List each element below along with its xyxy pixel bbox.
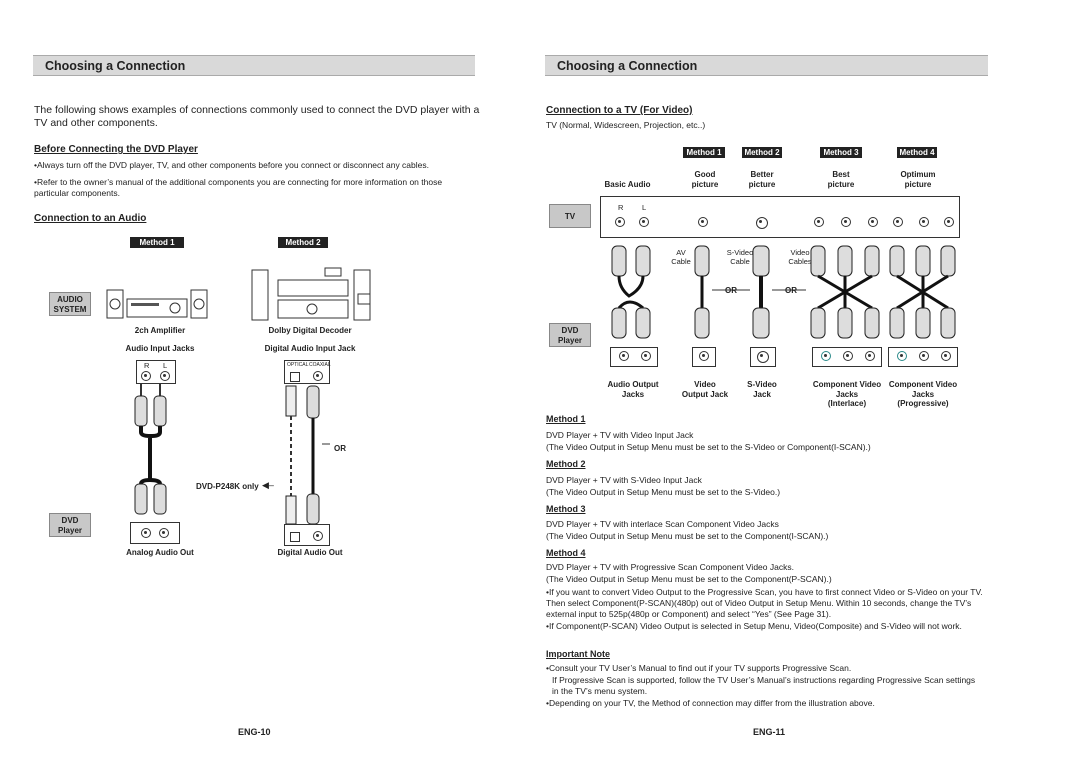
tv-subtitle: TV (Normal, Widescreen, Projection, etc..) (546, 120, 706, 130)
dvd-p248k-only-label: DVD-P248K only (196, 482, 259, 491)
good-picture-label: Good picture (691, 170, 719, 189)
left-page-header: Choosing a Connection (33, 55, 475, 76)
before-connecting-heading: Before Connecting the DVD Player (34, 144, 198, 155)
tv-audio-jack-l (639, 217, 649, 227)
method-3-line-1: DVD Player + TV with interlace Scan Component Video Jacks (546, 519, 779, 529)
audio-output-jacks-label: Audio Output Jacks (607, 380, 659, 399)
tv-method-2-badge: Method 2 (742, 147, 782, 158)
jack-r-label: R (144, 361, 150, 370)
method-1-badge: Method 1 (130, 237, 184, 248)
method-1-title: Method 1 (546, 414, 586, 424)
audio-connection-heading: Connection to an Audio (34, 213, 147, 224)
method-2-badge: Method 2 (278, 237, 328, 248)
audio-system-box: AUDIO SYSTEM (49, 292, 91, 316)
basic-audio-label: Basic Audio (604, 180, 651, 189)
tv-method-3-badge: Method 3 (820, 147, 862, 158)
digital-audio-input-label: Digital Audio Input Jack (264, 344, 356, 353)
optical-output-jack (290, 532, 300, 542)
tv-method-1-badge: Method 1 (683, 147, 725, 158)
method-2-line-1: DVD Player + TV with S-Video Input Jack (546, 475, 702, 485)
jack-l-label: L (163, 361, 168, 370)
method-4-bullet-1: •If you want to convert Video Output to the Progressive Scan, you have to first connect Video or S-Video on your TV. Then select Component(P-SCAN)(480p) out of Video Output in Setup Menu. Within 10 seconds, change the TV’s external input to 525p(480p or Component) and select “Yes” (See Page 31). (546, 587, 983, 619)
dvd-digital-out-panel (284, 524, 330, 546)
coaxial-input-jack (313, 371, 323, 381)
tv-comp-y-jack-3 (868, 217, 878, 227)
dvd-svideo-output-panel (750, 347, 776, 367)
method-3-line-2: (The Video Output in Setup Menu must be set to the Component(I-SCAN).) (546, 531, 829, 541)
or-label-2: OR (785, 286, 797, 295)
decoder-input-panel (284, 360, 330, 384)
right-page-number: ENG-11 (753, 727, 786, 737)
dvd-video-output-panel (692, 347, 716, 367)
svideo-jack-label: S-Video Jack (747, 380, 777, 399)
method-4-line-1: DVD Player + TV with Progressive Scan Component Video Jacks. (546, 562, 794, 572)
tv-jack-r-label: R (618, 203, 624, 212)
tv-jack-l-label: L (642, 203, 647, 212)
component-interlace-label: Component Video Jacks (812, 380, 882, 399)
tv-comp-pr-jack-3 (814, 217, 824, 227)
intro-text: The following shows examples of connections commonly used to connect the DVD player with a TV and other components. (34, 104, 480, 129)
method-1-line-2: (The Video Output in Setup Menu must be set to the S-Video or Component(I-SCAN).) (546, 442, 871, 452)
method-4-line-2: (The Video Output in Setup Menu must be set to the Component(P-SCAN).) (546, 574, 832, 584)
dvd-player-box-right: DVD Player (549, 323, 591, 347)
audio-input-jack-l (160, 371, 170, 381)
analog-out-jack-r (141, 528, 151, 538)
audio-input-jack-r (141, 371, 151, 381)
decoder-illustration (250, 266, 375, 324)
tv-comp-pb-jack-4 (919, 217, 929, 227)
comp-prog-jack-1 (897, 351, 907, 361)
tv-video-jack (698, 217, 708, 227)
comp-prog-jack-2 (919, 351, 929, 361)
audio-input-jacks-label: Audio Input Jacks (125, 344, 195, 353)
comp-prog-jack-3 (941, 351, 951, 361)
amplifier-label: 2ch Amplifier (134, 326, 186, 335)
method-4-bullet-2: •If Component(P-SCAN) Video Output is selected in Setup Menu, Video(Composite) and S-Video will not work. (546, 621, 962, 631)
dvd-component-interlace-panel (812, 347, 882, 367)
tv-connection-heading: Connection to a TV (For Video) (546, 105, 693, 116)
digital-audio-cable (282, 384, 342, 529)
tv-method-4-badge: Method 4 (897, 147, 937, 158)
tv-comp-y-jack-4 (944, 217, 954, 227)
digital-audio-out-label: Digital Audio Out (277, 548, 343, 557)
note-bullet-2: If Progressive Scan is supported, follow the TV User’s Manual’s instructions regarding Progressive Scan settings in the TV’s menu system. (552, 675, 976, 696)
method-1-line-1: DVD Player + TV with Video Input Jack (546, 430, 694, 440)
important-note-title: Important Note (546, 649, 610, 659)
dvd-svideo-out-jack (757, 351, 769, 363)
analog-out-jack-l (159, 528, 169, 538)
dvd-audio-out-l (641, 351, 651, 361)
note-bullet-1: •Consult your TV User’s Manual to find out if your TV supports Progressive Scan. (546, 663, 852, 673)
video-output-jack-label: Video Output Jack (681, 380, 729, 399)
before-bullet-2: •Refer to the owner’s manual of the additional components you are connecting for more information on those particular components. (34, 177, 443, 198)
tv-comp-pr-jack-4 (893, 217, 903, 227)
arrow-left-icon: ◀– (262, 480, 274, 490)
method-2-line-2: (The Video Output in Setup Menu must be set to the S-Video.) (546, 487, 781, 497)
component-progressive-sub: (Progressive) (897, 399, 949, 408)
coaxial-output-jack (313, 531, 323, 541)
before-bullet-1: •Always turn off the DVD player, TV, and other components before you connect or disconnect any cables. (34, 160, 429, 170)
video-cables-illustration (600, 238, 960, 346)
dvd-component-progressive-panel (888, 347, 958, 367)
comp-out-jack-1 (821, 351, 831, 361)
tv-input-panel (600, 196, 960, 238)
comp-out-jack-3 (865, 351, 875, 361)
tv-box: TV (549, 204, 591, 228)
svideo-cable-label: S-Video Cable (726, 248, 754, 266)
optical-input-jack (290, 372, 300, 382)
analog-audio-cable (130, 384, 185, 524)
right-page-header: Choosing a Connection (545, 55, 988, 76)
method-4-title: Method 4 (546, 548, 586, 558)
analog-audio-out-label: Analog Audio Out (126, 548, 194, 557)
optical-label: OPTICAL (287, 362, 309, 368)
left-page-number: ENG-10 (238, 727, 271, 737)
dvd-analog-out-panel (130, 522, 180, 544)
tv-svideo-jack (756, 217, 768, 229)
dvd-audio-output-panel (610, 347, 658, 367)
best-picture-label: Best picture (827, 170, 855, 189)
dvd-video-out-jack (699, 351, 709, 361)
component-progressive-label: Component Video Jacks (888, 380, 958, 399)
note-bullet-3: •Depending on your TV, the Method of connection may differ from the illustration above. (546, 698, 875, 708)
amplifier-illustration (105, 285, 210, 320)
or-label-1: OR (725, 286, 737, 295)
better-picture-label: Better picture (748, 170, 776, 189)
av-cable-label: AV Cable (671, 248, 691, 266)
method-3-title: Method 3 (546, 504, 586, 514)
video-cables-label: Video Cables (788, 248, 812, 266)
amp-input-panel (136, 360, 176, 384)
decoder-label: Dolby Digital Decoder (268, 326, 352, 335)
method-2-title: Method 2 (546, 459, 586, 469)
component-interlace-sub: (Interlace) (827, 399, 867, 408)
dvd-audio-out-r (619, 351, 629, 361)
tv-comp-pb-jack-3 (841, 217, 851, 227)
or-label-audio: OR (334, 444, 346, 453)
tv-audio-jack-r (615, 217, 625, 227)
optimum-picture-label: Optimum picture (900, 170, 936, 189)
dvd-player-box-left: DVD Player (49, 513, 91, 537)
coaxial-label: COAXIAL (309, 362, 331, 368)
comp-out-jack-2 (843, 351, 853, 361)
